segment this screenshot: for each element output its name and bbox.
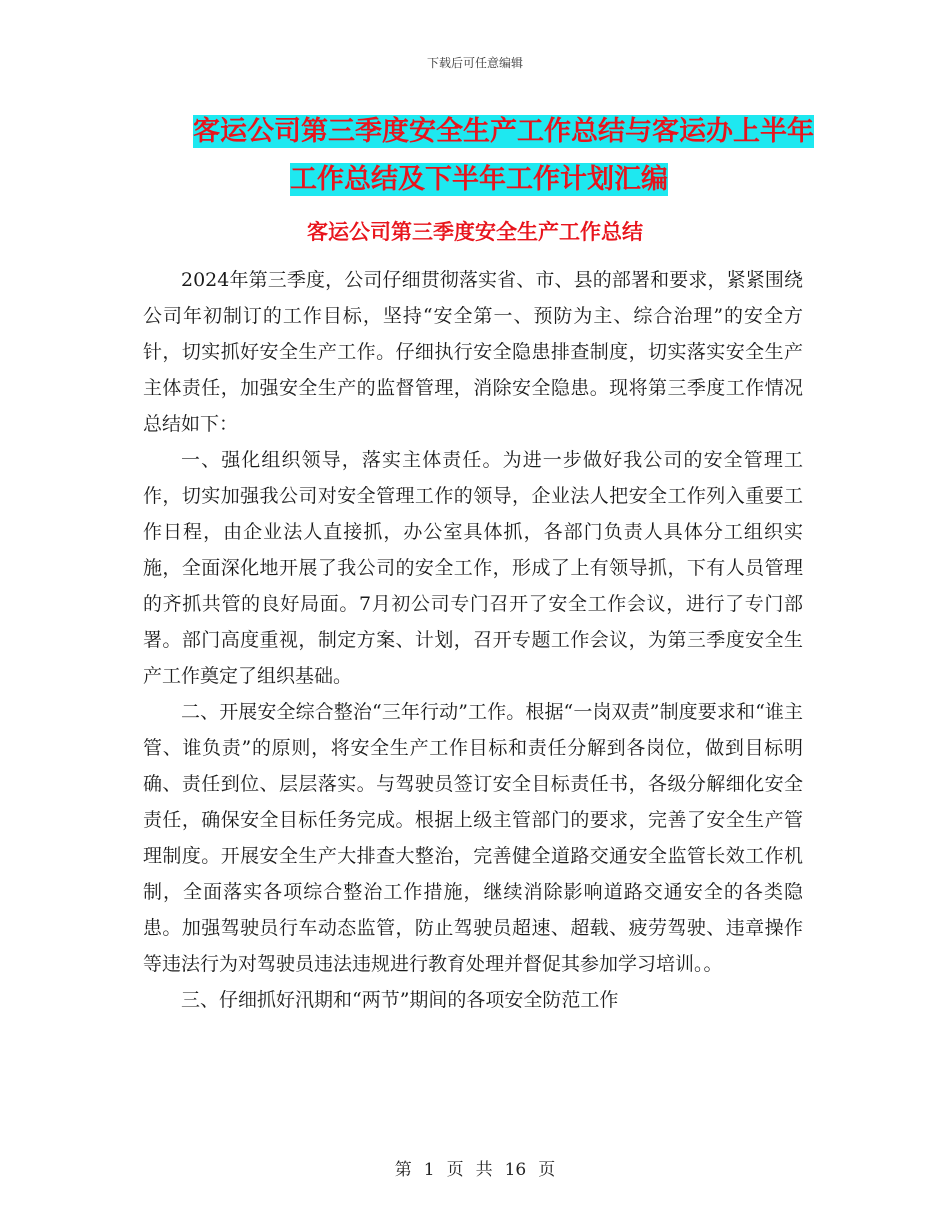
section-title: 客运公司第三季度安全生产工作总结 — [307, 219, 643, 244]
paragraph-2: 二、开展安全综合整治“三年行动”工作。根据“一岗双责”制度要求和“谁主管、谁负责”的原则，将安全生产工作目标和责任分解到各岗位，做到目标明确、责任到位、层层落实。与驾驶员签订安全目标责任书，各级分解细化安全责任，确保安全目标任务完成。根据上级主管部门的要求，完善了安全生产管理制度。开展安全生产大排查大整治，完善健全道路交通安全监管长效工作机制，全面落实各项综合整治工作措施，继续消除影响道路交通安全的各类隐患。加强驾驶员行车动态监管，防止驾驶员超速、超载、疲劳驾驶、违章操作等违法行为对驾驶员违法违规进行教育处理并督促其参加学习培训。。 — [143, 701, 803, 975]
main-title — [160, 108, 820, 204]
main-title-line-2 — [160, 156, 820, 204]
header-note: 下载后可任意编辑 — [426, 56, 523, 70]
footer-total-pages: 16 — [504, 1160, 527, 1180]
paragraph-1: 一、强化组织领导，落实主体责任。为进一步做好我公司的安全管理工作，切实加强我公司对安全管理工作的领导，企业法人把安全工作列入重要工作日程，由企业法人直接抓，办公室具体抓，各部门负责人具体分工组织实施，全面深化地开展了我公司的安全工作，形成了上有领导抓，下有人员管理的齐抓共管的良好局面。7月初公司专门召开了安全工作会议，进行了专门部署。部门高度重视，制定方案、计划，召开专题工作会议，为第三季度安全生产工作奠定了组织基础。 — [143, 449, 803, 687]
paragraph-intro: 2024年第三季度，公司仔细贯彻落实省、市、县的部署和要求，紧紧围绕公司年初制订的工作目标，坚持“安全第一、预防为主、综合治理”的安全方针，切实抓好安全生产工作。仔细执行安全隐患排查制度，切实落实安全生产主体责任，加强安全生产的监督管理，消除安全隐患。现将第三季度工作情况总结如下： — [143, 269, 803, 435]
footer-ye-2: 页 — [538, 1160, 556, 1180]
main-title-line-1-text: 客运公司第三季度安全生产工作总结与客运办上半年 — [193, 116, 814, 147]
footer-di: 第 — [394, 1160, 412, 1180]
page-footer — [0, 1155, 950, 1180]
footer-page-number: 1 — [423, 1160, 435, 1180]
footer-gong: 共 — [475, 1160, 493, 1180]
paragraph-3: 三、仔细抓好汛期和“两节”期间的各项安全防范工作 — [181, 989, 619, 1011]
main-title-line-2-text: 工作总结及下半年工作计划汇编 — [290, 164, 668, 195]
footer-ye: 页 — [446, 1160, 464, 1180]
body-text — [143, 262, 803, 1018]
main-title-line-1 — [160, 108, 820, 156]
